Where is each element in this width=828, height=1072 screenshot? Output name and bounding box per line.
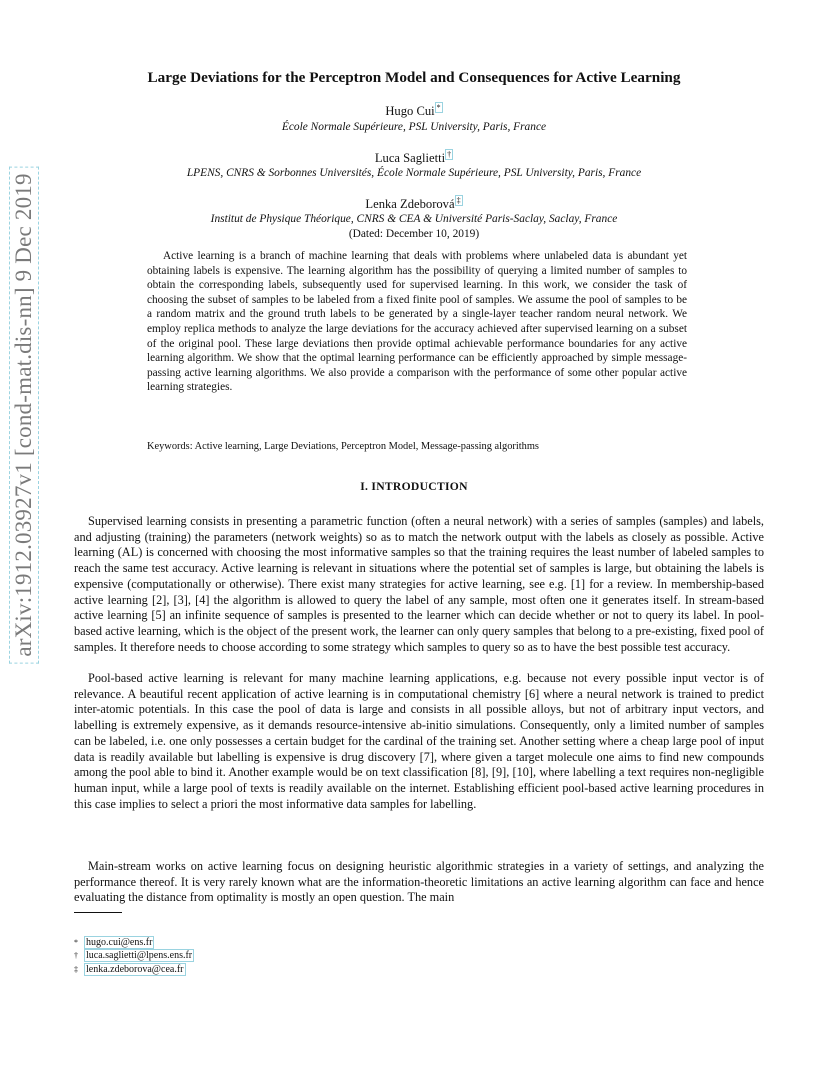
section-heading: I. INTRODUCTION	[360, 480, 468, 493]
keywords: Keywords: Active learning, Large Deviations, Perceptron Model, Message-passing algorithms	[147, 441, 539, 452]
body-paragraph-1: Supervised learning consists in presenting a parametric function (often a neural network) with a series of samples (samples) and labels, and adjusting (training) the parameters (network weights) so as to match the network output with the labels as closely as possible. Active learning (AL) is concerned with choosing the most informative samples so that the training requires the least number of labeled samples to reach the same test accuracy. Active learning is relevant in situations where the potential set of samples is large, but obtaining the labels is expensive (computationally or otherwise). There exist many strategies for active learning, see e.g. [1] for a review. In membership-based active learning [2], [3], [4] the algorithm is allowed to query the label of any sample, most often one it generates itself. In stream-based active learning [5] an infinite sequence of samples is presented to the learner which can decide whether or not to query its label. In pool-based active learning, which is the object of the present work, the learner can only query samples that belong to a pre-existing, fixed pool of samples. It therefore needs to choose according to some strategy which samples to query so as to have the best possible test accuracy.	[74, 514, 764, 654]
author-2	[64, 151, 764, 166]
footnote-3	[74, 963, 474, 976]
author-3	[64, 197, 764, 212]
email-link[interactable]: hugo.cui@ens.fr	[86, 937, 153, 948]
affiliation-2: LPENS, CNRS & Sorbonnes Universités, École Normale Supérieure, PSL University, Paris, France	[186, 167, 642, 179]
footnote-link[interactable]: ‡	[456, 196, 461, 205]
author-name: Lenka Zdeborová	[365, 197, 455, 212]
footnote-divider	[74, 912, 122, 913]
footnote-1	[74, 936, 474, 949]
footnote-link[interactable]: †	[447, 150, 452, 159]
footnotes	[74, 936, 474, 976]
footnote-2	[74, 949, 474, 962]
arxiv-stamp	[0, 0, 48, 1072]
footnote-mark: *	[74, 938, 78, 947]
email-link[interactable]: luca.saglietti@lpens.ens.fr	[86, 950, 193, 962]
author-name: Luca Saglietti	[374, 151, 446, 166]
affiliation-3: Institut de Physique Théorique, CNRS & CEA & Université Paris-Saclay, Saclay, France	[210, 213, 618, 225]
paper-title: Large Deviations for the Perceptron Model and Consequences for Active Learning	[147, 69, 681, 86]
email-link[interactable]: lenka.zdeborova@cea.fr	[86, 963, 184, 975]
author-name: Hugo Cui	[385, 104, 435, 119]
body-paragraph-3: Main-stream works on active learning focus on designing heuristic algorithmic strategies in a variety of settings, and analyzing the performance thereof. It is very rarely known what are the information-theoretic limitations an active learning algorithm can face and hence evaluating the distance from optimality is mostly an open question. The main	[74, 859, 764, 905]
arxiv-identifier[interactable]: arXiv:1912.03927v1 [cond-mat.dis-nn] 9 Dec 2019	[9, 166, 39, 663]
footnote-link[interactable]: *	[436, 103, 441, 112]
abstract: Active learning is a branch of machine learning that deals with problems where unlabeled data is abundant yet obtaining labels is expensive. The learning algorithm has the possibility of querying a limited number of samples to obtain the corresponding labels, subsequently used for supervised learning. In this work, we consider the task of choosing the subset of samples to be labeled from a fixed finite pool of samples. We assume the pool of samples to be a random matrix and the ground truth labels to be generated by a single-layer teacher random neural network. We employ replica methods to analyze the large deviations for the accuracy achieved after supervised learning on a subset of the original pool. These large deviations then provide optimal achievable performance boundaries for any active learning algorithm. We show that the optimal learning performance can be efficiently approached by simple message-passing active learning algorithms. We also provide a comparison with the performance of some other popular active learning strategies.	[147, 250, 687, 394]
affiliation-1: École Normale Supérieure, PSL University, Paris, France	[281, 121, 547, 133]
footnote-mark: ‡	[74, 964, 78, 974]
footnote-mark: †	[74, 951, 78, 961]
author-1	[64, 104, 764, 119]
body-paragraph-2: Pool-based active learning is relevant for many machine learning applications, e.g. because not every possible input vector is of relevance. A beautiful recent application of active learning is in computational chemistry [6] where a neural network is trained to predict inter-atomic potentials. In this case the pool of data is large and consists in all possible alloys, but not of arbitrary input vectors, and labelling is extremely expensive, as it demands resource-intensive ab-initio simulations. Consequently, only a limited number of samples can be labeled, i.e. one only possesses a certain budget for the cardinal of the training set. Another setting where a cheap large pool of input data is readily available but labelling is expensive is drug discovery [7], where given a target molecule one aims to find new compounds among the pool able to bind it. Another example would be on text classification [8], [9], [10], where labelling a text requires non-negligible human input, while a large pool of texts is readily available on the internet. Establishing efficient pool-based active learning procedures in this case implies to select a priori the most informative data samples for labelling.	[74, 671, 764, 811]
date-line: (Dated: December 10, 2019)	[348, 228, 480, 240]
